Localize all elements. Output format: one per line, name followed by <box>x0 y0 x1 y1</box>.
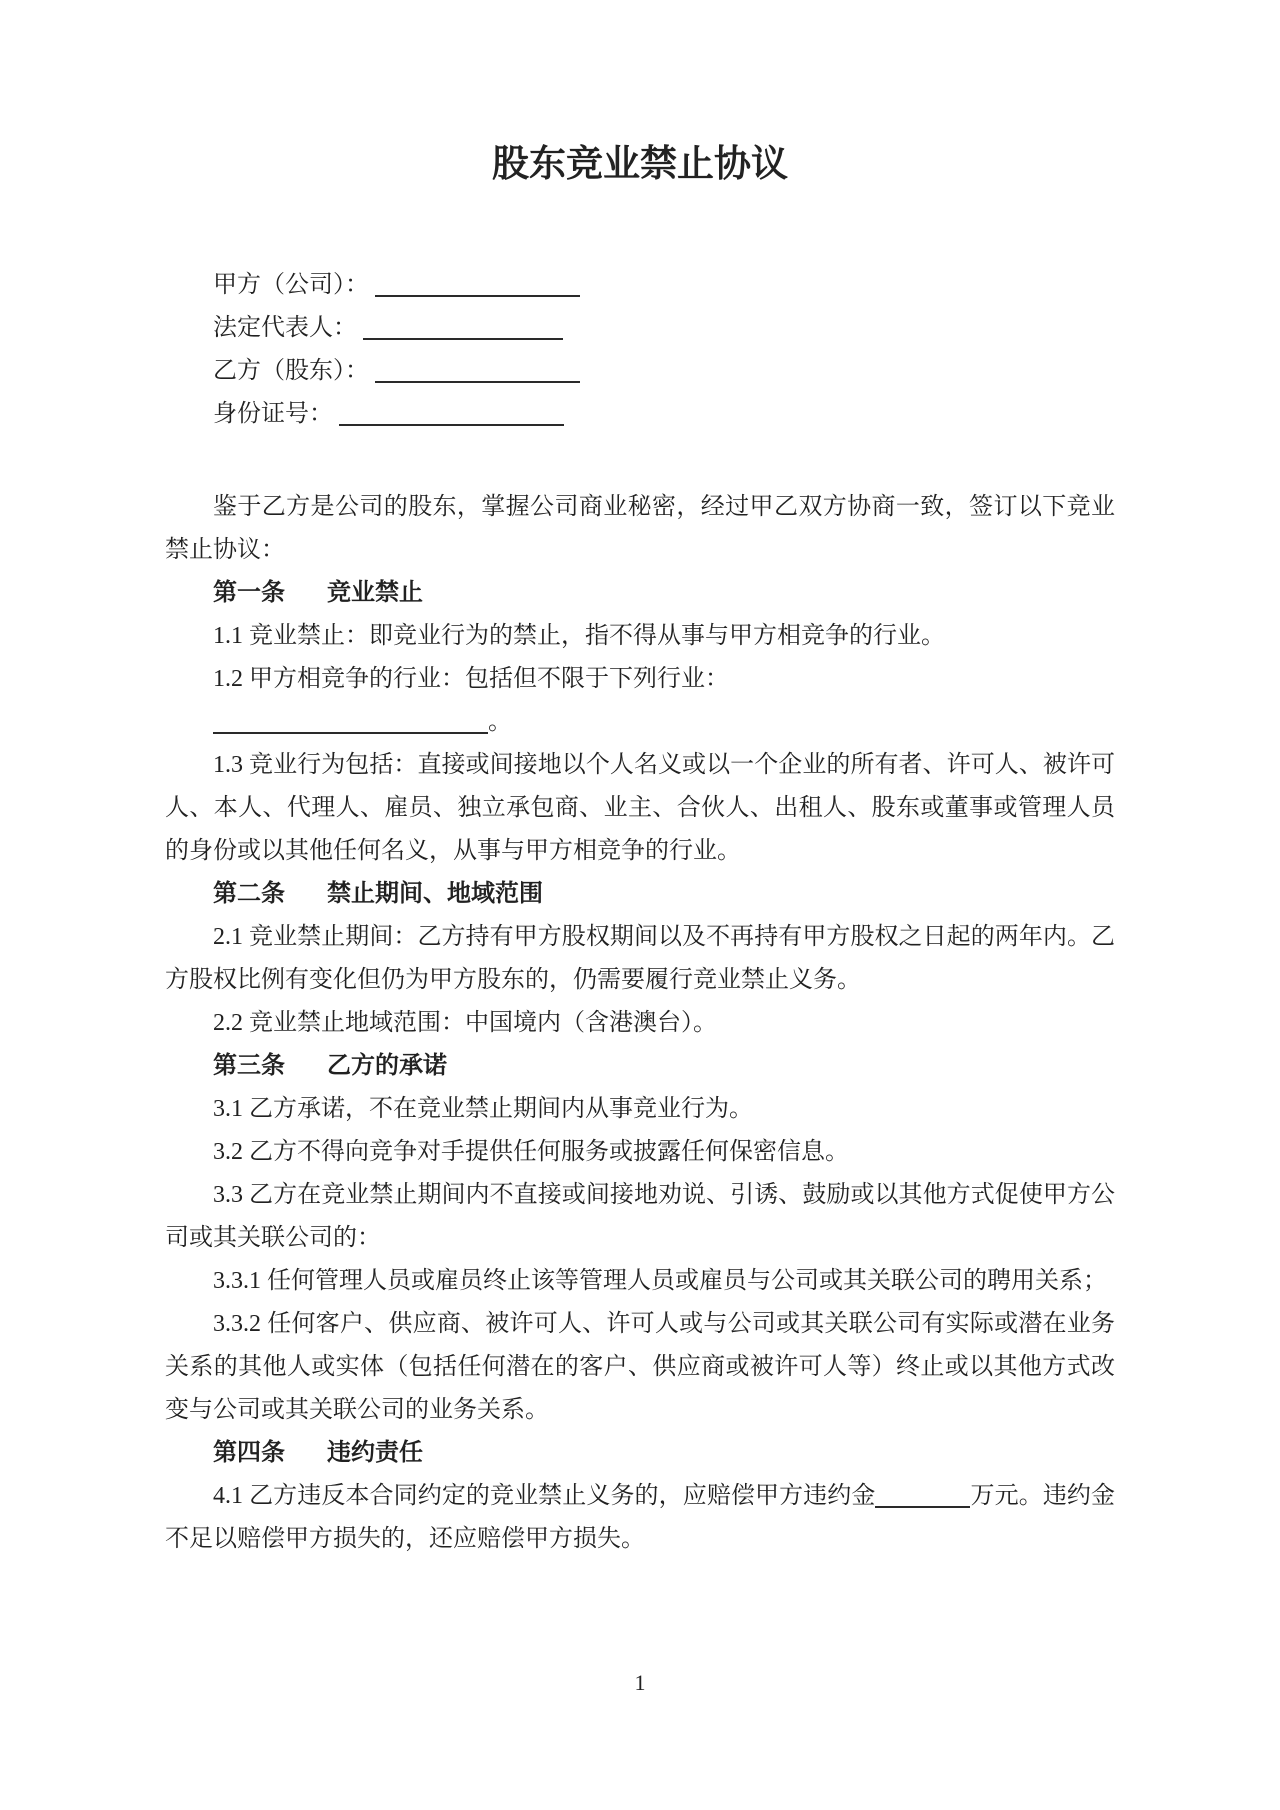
clause-4-1-pre: 4.1 乙方违反本合同约定的竞业禁止义务的，应赔偿甲方违约金 <box>213 1483 876 1509</box>
field-label-party-a: 甲方（公司）： <box>213 272 369 298</box>
clause-3-1: 3.1 乙方承诺，不在竞业禁止期间内从事竞业行为。 <box>213 1096 753 1122</box>
fill-in-blank-industries[interactable] <box>213 712 488 734</box>
clause-3-3-1: 3.3.1 任何管理人员或雇员终止该等管理人员或雇员与公司或其关联公司的聘用关系； <box>213 1268 1107 1294</box>
clause-3-3-2: 3.3.2 任何客户、供应商、被许可人、许可人或与公司或其关联公司有实际或潜在业务关系的其他人或实体（包括任何潜在的客户、供应商或被许可人等）终止或以其他方式改变与公司或其关联公司的业务关系。 <box>165 1311 1115 1423</box>
field-party-b <box>213 350 1115 393</box>
clause-3-3: 3.3 乙方在竞业禁止期间内不直接或间接地劝说、引诱、鼓励或以其他方式促使甲方公司或其关联公司的： <box>165 1182 1115 1251</box>
clause-2-2: 2.2 竞业禁止地域范围：中国境内（含港澳台）。 <box>213 1010 717 1036</box>
clause-1-3: 1.3 竞业行为包括：直接或间接地以个人名义或以一个企业的所有者、许可人、被许可人、本人、代理人、雇员、独立承包商、业主、合伙人、出租人、股东或董事或管理人员的身份或以其他任何名义，从事与甲方相竞争的行业。 <box>165 752 1115 864</box>
contract-body <box>165 486 1115 1561</box>
fill-in-blank-legal-representative[interactable] <box>363 318 563 340</box>
fill-in-blank-id-number[interactable] <box>339 404 564 426</box>
section-1-heading <box>165 572 1115 615</box>
section-3-heading <box>165 1045 1115 1088</box>
section-2-title: 禁止期间、地域范围 <box>327 881 543 907</box>
field-label-legal-representative: 法定代表人： <box>213 315 357 341</box>
fill-in-blank-penalty-amount[interactable] <box>875 1486 970 1508</box>
section-4-title: 违约责任 <box>327 1440 423 1466</box>
section-4-heading <box>165 1432 1115 1475</box>
blank-line-suffix: 。 <box>488 709 512 735</box>
section-2-heading <box>165 873 1115 916</box>
clause-1-2: 1.2 甲方相竞争的行业：包括但不限于下列行业： <box>213 666 729 692</box>
intro-paragraph: 鉴于乙方是公司的股东，掌握公司商业秘密，经过甲乙双方协商一致，签订以下竞业禁止协议： <box>165 494 1115 563</box>
section-1-number: 第一条 <box>213 580 285 606</box>
section-2-number: 第二条 <box>213 881 285 907</box>
section-3-number: 第三条 <box>213 1053 285 1079</box>
fill-in-blank-party-a[interactable] <box>375 275 580 297</box>
section-1-title: 竞业禁止 <box>327 580 423 606</box>
page-number: 1 <box>634 1670 646 1695</box>
clause-4-1 <box>165 1475 1115 1561</box>
industries-blank-line <box>165 701 1115 744</box>
section-3-title: 乙方的承诺 <box>327 1053 447 1079</box>
field-label-id-number: 身份证号： <box>213 401 333 427</box>
field-legal-representative <box>213 307 1115 350</box>
fill-in-blank-party-b[interactable] <box>375 361 580 383</box>
document-title: 股东竞业禁止协议 <box>492 143 788 184</box>
party-info-block <box>165 264 1115 436</box>
field-party-a <box>213 264 1115 307</box>
clause-3-2: 3.2 乙方不得向竞争对手提供任何服务或披露任何保密信息。 <box>213 1139 849 1165</box>
clause-1-1: 1.1 竞业禁止：即竞业行为的禁止，指不得从事与甲方相竞争的行业。 <box>213 623 945 649</box>
clause-4-1-post: 万元。违约金不足以赔偿甲方损失的，还应赔偿甲方损失。 <box>165 1483 1115 1552</box>
clause-2-1: 2.1 竞业禁止期间：乙方持有甲方股权期间以及不再持有甲方股权之日起的两年内。乙方股权比例有变化但仍为甲方股东的，仍需要履行竞业禁止义务。 <box>165 924 1115 993</box>
field-label-party-b: 乙方（股东）： <box>213 358 369 384</box>
section-4-number: 第四条 <box>213 1440 285 1466</box>
field-id-number <box>213 393 1115 436</box>
